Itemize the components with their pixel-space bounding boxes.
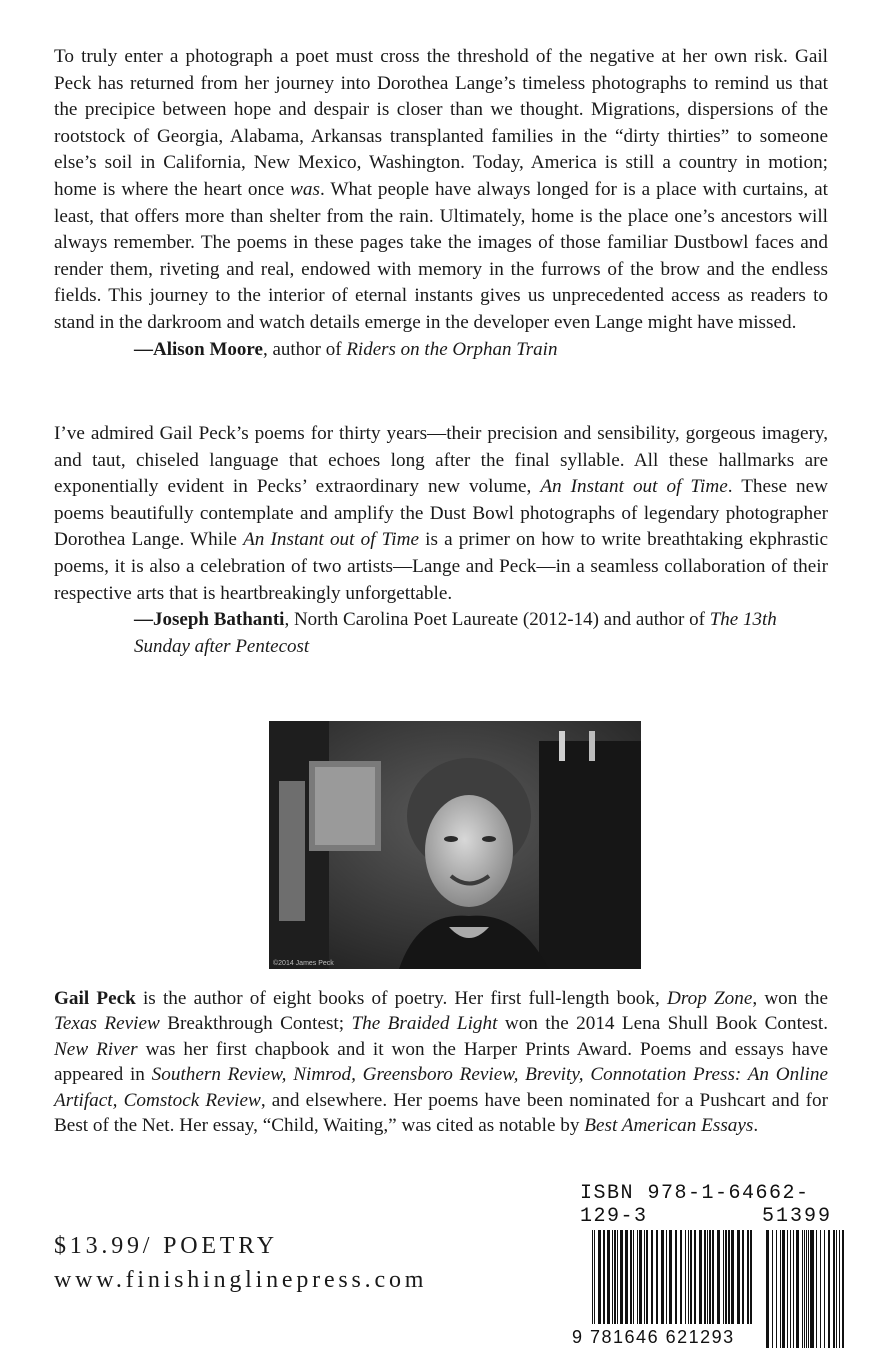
barcode-addon-bar — [839, 1230, 840, 1348]
barcode-bar — [725, 1230, 727, 1324]
barcode-bar — [717, 1230, 720, 1324]
barcode-bar — [607, 1230, 610, 1324]
barcode-addon-bar — [782, 1230, 785, 1348]
barcode-addon-bar — [833, 1230, 835, 1348]
endorser-book-title: Riders on the Orphan Train — [346, 338, 558, 360]
bio-text: , and elsewhere. Her poems have been nominated for a Pushcart and for Best of the Net. Her essay, “Child, Waiting,” was cited as notable by — [54, 1089, 828, 1137]
endorser-book-title: The 13th Sunday after Pentecost — [134, 609, 777, 657]
barcode-addon-bar — [836, 1230, 837, 1348]
endorser-name: —Alison Moore — [134, 338, 263, 360]
barcode-addon-bar — [820, 1230, 821, 1348]
barcode-addon-bar — [787, 1230, 788, 1348]
barcode-bar — [625, 1230, 628, 1324]
barcode-addon-bar — [796, 1230, 799, 1348]
barcode-bar — [656, 1230, 658, 1324]
author-photo — [269, 721, 641, 969]
barcode-addon-bar — [804, 1230, 805, 1348]
barcode-bar — [617, 1230, 618, 1324]
barcode-bar — [594, 1230, 595, 1324]
bio-book-title: The Braided Light — [351, 1013, 498, 1035]
barcode-bar — [633, 1230, 634, 1324]
book-title-ref: An Instant out of Time — [243, 529, 419, 551]
barcode-bar — [651, 1230, 653, 1324]
publisher-website[interactable]: www.finishinglinepress.com — [54, 1267, 428, 1293]
barcode-addon-bar — [802, 1230, 803, 1348]
barcode-addon-bar — [772, 1230, 773, 1348]
barcode-bar — [690, 1230, 692, 1324]
barcode-addon-bar — [824, 1230, 825, 1348]
bio-anthology-title: Best American Essays — [584, 1115, 754, 1137]
barcode-bar — [750, 1230, 752, 1324]
bio-book-title: Drop Zone — [666, 988, 753, 1009]
endorsement-attribution — [54, 607, 828, 660]
barcode-addon-bar — [776, 1230, 777, 1348]
barcode-bar — [644, 1230, 645, 1324]
bio-text: is the author of eight books of poetry. Her first full-length book, — [135, 988, 667, 1009]
barcode-bar — [666, 1230, 667, 1324]
bio-text: was her first chapbook and it won the Harper Prints Award. Poems and essays have appeared in — [54, 1038, 828, 1086]
barcode-bar — [707, 1230, 708, 1324]
barcode-addon-bar — [806, 1230, 807, 1348]
price-and-website — [54, 1229, 427, 1297]
barcode-bar — [728, 1230, 730, 1324]
barcode-bar — [731, 1230, 734, 1324]
bio-text: Breakthrough Contest; — [159, 1013, 352, 1035]
barcode-bar — [614, 1230, 616, 1324]
endorser-role: , author of — [262, 338, 347, 360]
barcode-bar — [675, 1230, 677, 1324]
endorsement-text-cont: . What people have always longed for is a place with curtains, at least, that offers more than shelter from the rain. Ultimately, home is the place one’s ancestors will always remember. The poems in these pages take the images of those familiar Dustbowl faces and render them, riveting and real, endowed with memory in the furrows of the brow and the endless fields. This journey to the interior of eternal instants gives us unprecedented access as readers to stand in the darkroom and watch details emerge in the developer even Lange might have missed. — [54, 178, 828, 333]
barcode-addon-bar — [766, 1230, 769, 1348]
barcode-bar — [661, 1230, 664, 1324]
barcode-bar — [712, 1230, 714, 1324]
price-code: 51399 — [762, 1205, 833, 1228]
barcode-addon-bar — [790, 1230, 791, 1348]
barcode-bar — [709, 1230, 711, 1324]
endorsement-text: I’ve admired Gail Peck’s poems for thirty years—their precision and sensibility, gorgeous imagery, and taut, chiseled language that echoes long after the final syllable. All these hallmarks are exponentially evident in Pecks’ extraordinary new volume, — [54, 423, 828, 498]
endorsement-text-cont: . These new poems beautifully contemplate and amplify the Dust Bowl photographs of legendary photographer Dorothea Lange. While — [54, 476, 829, 551]
bio-journal-list: Southern Review, Nimrod, Greensboro Review, Brevity, Connotation Press: An Online Artifact, Comstock Review — [54, 1064, 828, 1111]
barcode-addon-bar — [780, 1230, 781, 1348]
price-category: $13.99/ POETRY — [54, 1233, 278, 1259]
barcode-addon-bar — [828, 1230, 830, 1348]
barcode-bar — [637, 1230, 638, 1324]
barcode-bar — [603, 1230, 605, 1324]
barcode-addon-bar — [816, 1230, 817, 1348]
endorsement-moore — [54, 44, 828, 363]
endorsement-bathanti — [54, 421, 828, 660]
barcode-addon-bar — [810, 1230, 814, 1348]
barcode-bar — [723, 1230, 724, 1324]
barcode-bar — [747, 1230, 749, 1324]
isbn-barcode — [570, 1176, 850, 1360]
barcode-bar — [680, 1230, 682, 1324]
endorsement-attribution — [54, 337, 828, 364]
barcode-addon-bar — [793, 1230, 794, 1348]
author-name: Gail Peck — [54, 988, 136, 1009]
bio-text: . — [753, 1115, 759, 1137]
barcode-addon-bar — [808, 1230, 809, 1348]
photo-credit: ©2014 James Peck — [273, 960, 334, 967]
barcode-bar — [688, 1230, 689, 1324]
endorsement-text-end: is a primer on how to write breathtaking ekphrastic poems, it is also a celebration of two artists—Lange and Peck—in a seamless collaboration of their respective arts that is heartbreakingly unforgettable. — [54, 529, 829, 604]
bio-book-title: New River — [54, 1038, 138, 1060]
barcode-bar — [742, 1230, 744, 1324]
barcode-bar — [685, 1230, 686, 1324]
barcode-bar — [612, 1230, 613, 1324]
barcode-bar — [737, 1230, 740, 1324]
book-title-ref: An Instant out of Time — [540, 476, 728, 498]
barcode-bar — [669, 1230, 672, 1324]
barcode-bar — [639, 1230, 642, 1324]
ean-digits: 9 781646 621293 — [572, 1327, 735, 1347]
author-bio — [54, 986, 828, 1138]
bio-journal-title: Texas Review — [54, 1013, 160, 1035]
barcode-bar — [592, 1230, 593, 1324]
barcode-bar — [694, 1230, 696, 1324]
ean-bars — [592, 1230, 752, 1324]
barcode-bar — [598, 1230, 601, 1324]
barcode-bar — [699, 1230, 702, 1324]
endorsement-emphasis: was — [290, 178, 320, 200]
barcode-bar — [630, 1230, 632, 1324]
author-photo-image — [269, 721, 641, 969]
barcode-bar — [620, 1230, 623, 1324]
isbn-label: ISBN 978-1-64662-129-3 — [580, 1182, 810, 1228]
endorser-role: , North Carolina Poet Laureate (2012-14) and author of — [284, 609, 710, 631]
barcode-addon-bar — [842, 1230, 844, 1348]
barcode-bar — [646, 1230, 648, 1324]
bio-text: won the 2014 Lena Shull Book Contest. — [497, 1013, 829, 1035]
endorsement-text: To truly enter a photograph a poet must cross the threshold of the negative at her own risk. Gail Peck has returned from her journey into Dorothea Lange’s timeless photographs to remind us that the precipice between hope and despair is closer than we thought. Migrations, dispersions of the rootstock of Georgia, Alabama, Arkansas transplanted families in the “dirty thirties” to someone else’s soil in California, New Mexico, Washington. Today, America is still a country in motion; home is where the heart once — [54, 46, 828, 200]
barcode-bar — [704, 1230, 706, 1324]
bio-text: , won the — [752, 988, 828, 1009]
endorser-name: —Joseph Bathanti — [134, 609, 285, 631]
